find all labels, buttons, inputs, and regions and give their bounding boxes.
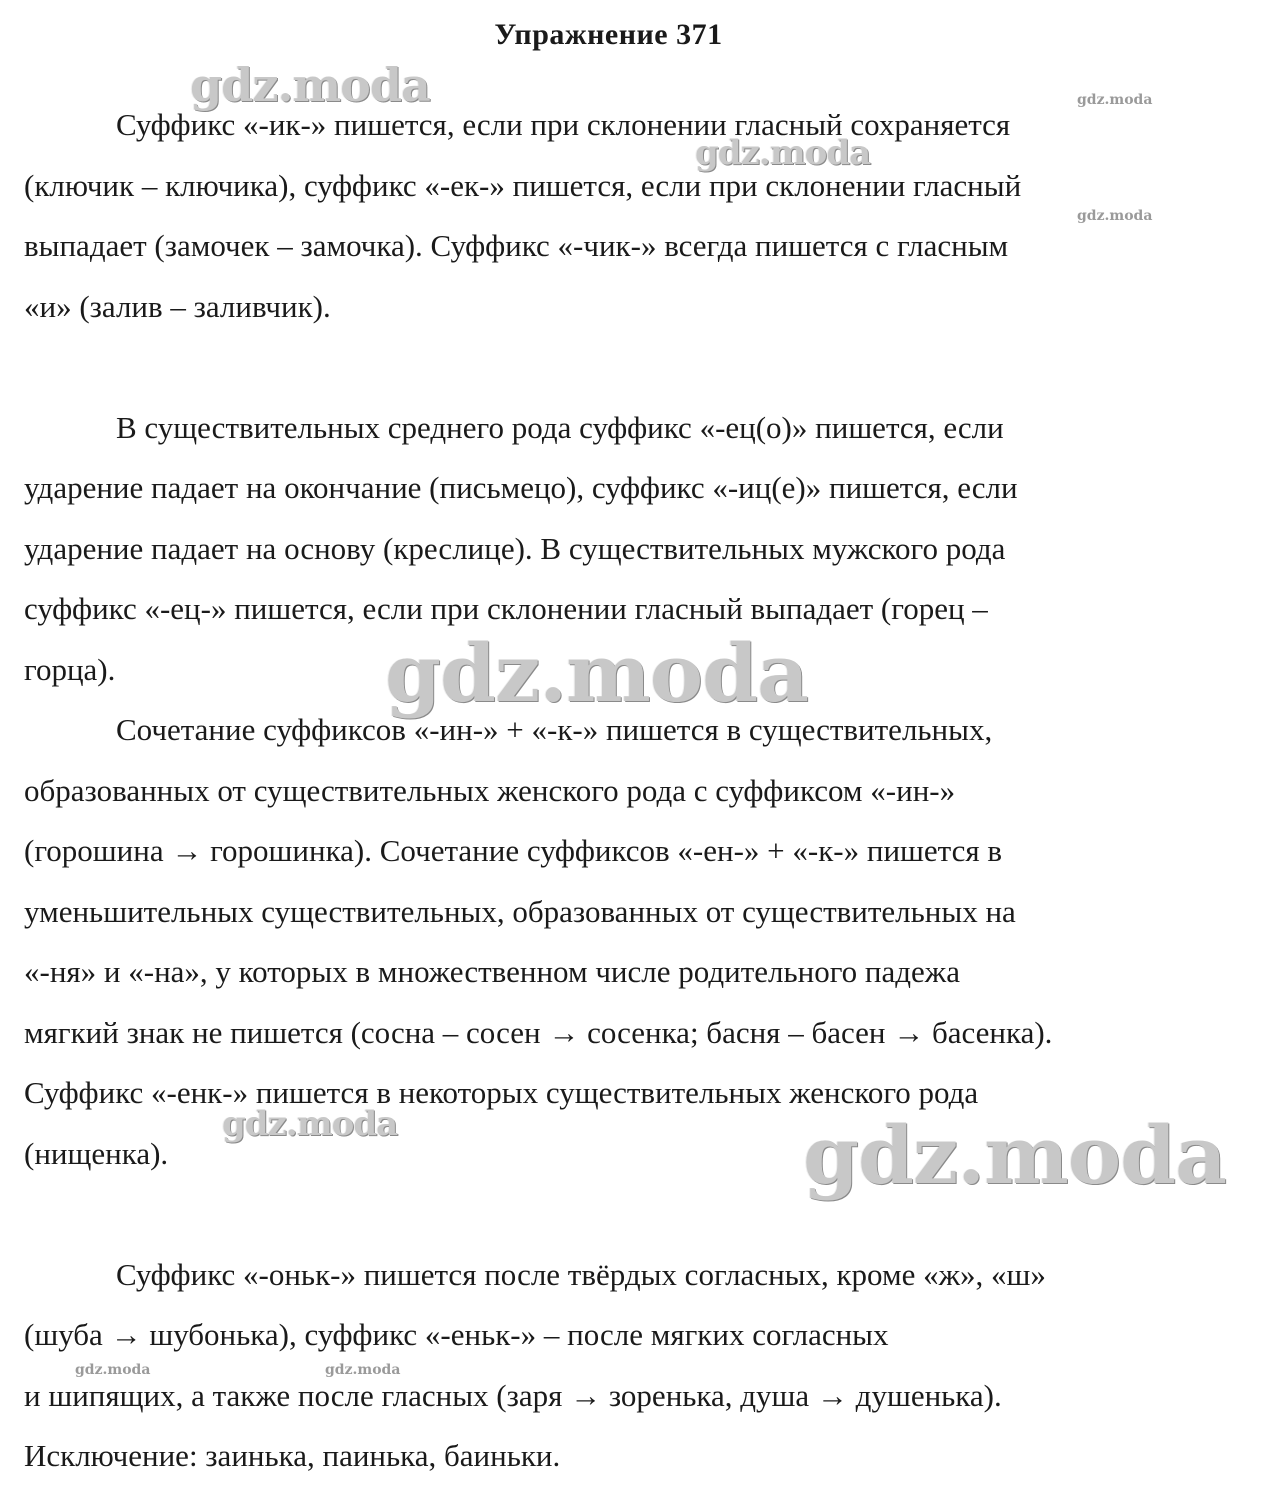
text-line: выпадает (замочек – замочка). Суффикс «-чик-» всегда пишется с гласным: [24, 228, 1009, 263]
text-line: горца).: [24, 651, 116, 687]
watermark-logo-small: gdz.moda: [325, 1362, 401, 1378]
paragraph-2: [24, 398, 1224, 701]
text-line: уменьшительных существительных, образованных от существительных на: [24, 893, 1016, 929]
text-line: В существительных среднего рода суффикс «-ец(о)» пишется, если: [116, 409, 1004, 445]
text-line: Суффикс «-оньк-» пишется после твёрдых согласных, кроме «ж», «ш»: [116, 1256, 1046, 1292]
paragraph-gap: [24, 337, 1224, 398]
text-line: (горошина → горошинка). Сочетание суффиксов «-ен-» + «-к-» пишется в: [24, 833, 1003, 868]
page-title: Упражнение 371: [494, 18, 723, 51]
paragraph-gap: [24, 1184, 1224, 1245]
paragraph-1: [24, 95, 1224, 337]
watermark-logo: gdz.moda: [803, 1108, 1226, 1202]
text-line: Суффикс «-енк-» пишется в некоторых существительных женского рода: [24, 1075, 979, 1110]
text-line: образованных от существительных женского рода с суффиксом «-ин-»: [24, 772, 956, 808]
text-line: Исключение: заинька, паинька, баиньки.: [24, 1438, 561, 1473]
text-line: и шипящих, а также после гласных (заря → зоренька, душа → душенька).: [24, 1377, 1002, 1413]
paragraph-4: [24, 1245, 1224, 1487]
text-line: Сочетание суффиксов «-ин-» + «-к-» пишется в существительных,: [116, 712, 993, 747]
watermark-logo: gdz.moda: [695, 133, 871, 173]
watermark-logo-small: gdz.moda: [1077, 208, 1153, 224]
paragraph-3: [24, 700, 1224, 1184]
text-line: Суффикс «-ик-» пишется, если при склонении гласный сохраняется: [116, 107, 1011, 142]
watermark-logo-small: gdz.moda: [1077, 92, 1153, 108]
text-line: «-ня» и «-на», у которых в множественном числе родительного падежа: [24, 954, 960, 989]
text-line: (нищенка).: [24, 1135, 169, 1171]
watermark-logo: gdz.moda: [190, 58, 430, 112]
watermark-logo: gdz.moda: [385, 626, 808, 720]
text-line: ударение падает на окончание (письмецо), суффикс «-иц(е)» пишется, если: [24, 470, 1018, 505]
exercise-answer: [24, 95, 1224, 1487]
text-line: ударение падает на основу (креслице). В существительных мужского рода: [24, 530, 1006, 566]
watermark-logo-small: gdz.moda: [75, 1362, 151, 1378]
watermark-logo: gdz.moda: [222, 1104, 398, 1144]
text-line: (ключик – ключика), суффикс «-ек-» пишется, если при склонении гласный: [24, 167, 1022, 203]
text-line: мягкий знак не пишется (сосна – сосен → сосенка; басня – басен → басенка).: [24, 1014, 1053, 1050]
text-line: «и» (залив – заливчик).: [24, 288, 331, 324]
text-line: (шуба → шубонька), суффикс «-еньк-» – после мягких согласных: [24, 1317, 889, 1352]
text-line: суффикс «-ец-» пишется, если при склонении гласный выпадает (горец –: [24, 591, 988, 626]
